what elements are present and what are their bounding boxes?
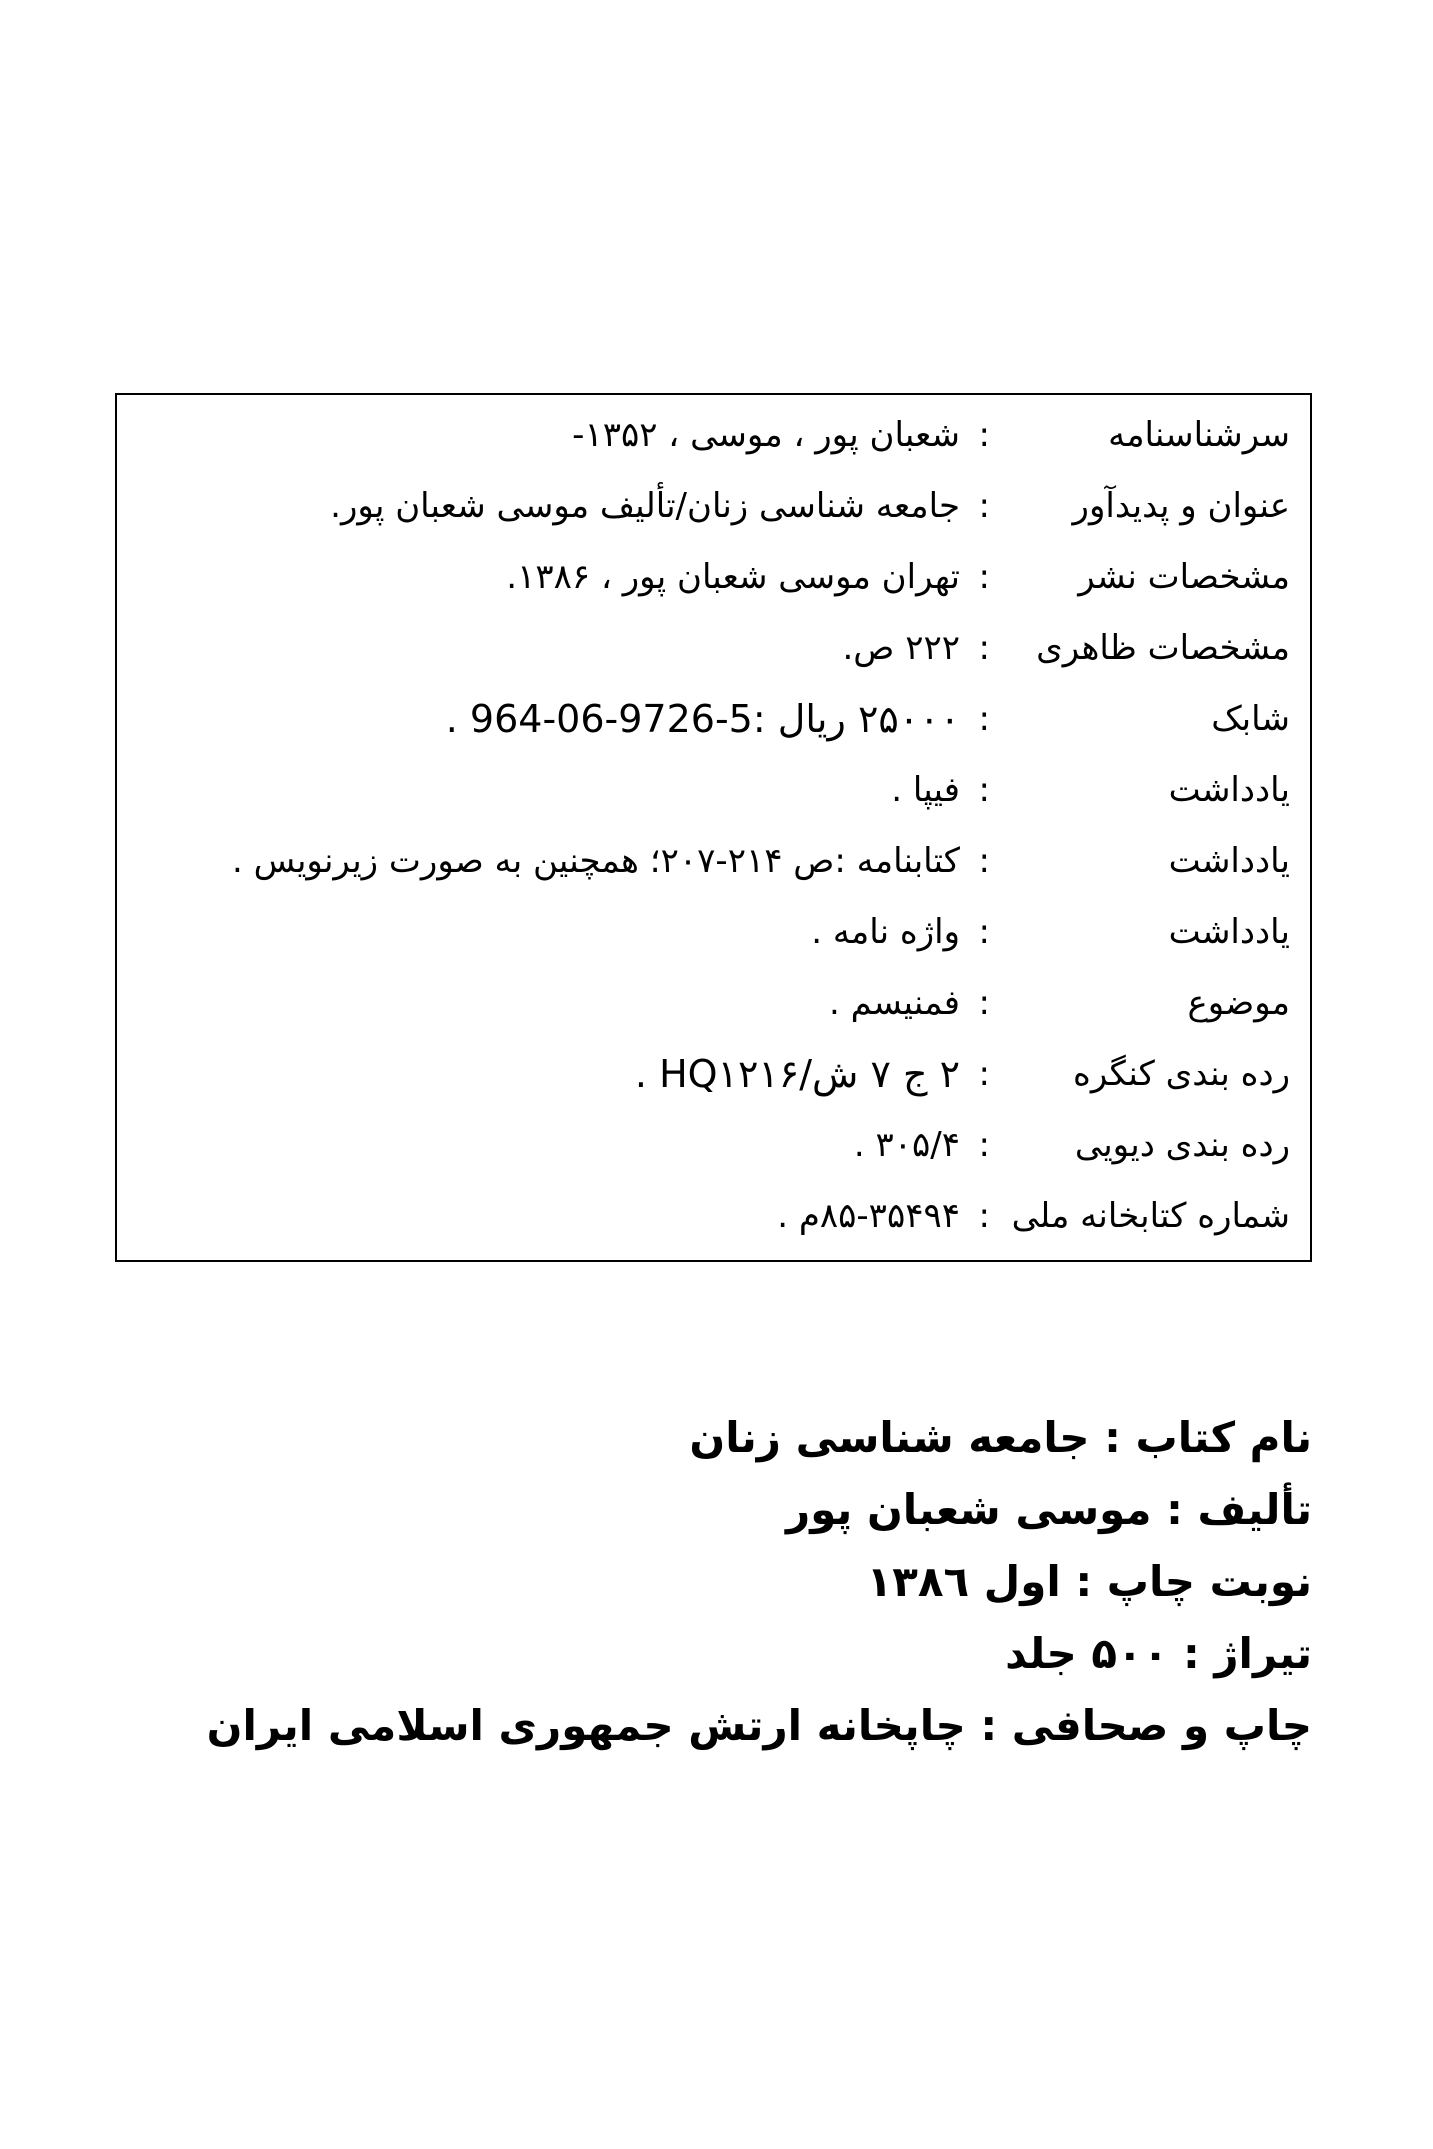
cip-value: فیپا . [891, 770, 960, 810]
cip-colon: : [978, 1125, 990, 1165]
cip-row-lc-classification [117, 1044, 1310, 1104]
cip-row-note-3 [117, 902, 1310, 962]
cip-row-subject [117, 973, 1310, 1033]
cip-label: عنوان و پدیدآور [1072, 486, 1290, 526]
cip-colon: : [978, 557, 990, 597]
cip-value: شعبان پور ، موسی ، ۱۳۵۲- [572, 415, 960, 455]
cip-value: تهران موسی شعبان پور ، ۱۳۸۶. [506, 557, 960, 597]
cip-label: یادداشت [1168, 841, 1290, 881]
cip-colon: : [978, 699, 990, 739]
cip-row-note-2 [117, 831, 1310, 891]
cip-row-national-library-number [117, 1186, 1310, 1246]
colophon-book-title: نام کتاب : جامعه شناسی زنان [689, 1413, 1312, 1462]
cip-value: ۲ ج ۷ ش/HQ۱۲۱۶ . [634, 1052, 960, 1096]
cip-label: مشخصات نشر [1078, 557, 1290, 597]
colophon-edition: نوبت چاپ : اول ۱۳۸٦ [866, 1557, 1312, 1606]
cip-colon: : [978, 912, 990, 952]
cip-row-publication [117, 547, 1310, 607]
cip-row-note-1 [117, 760, 1310, 820]
colophon-print-run: تیراژ : ۵۰۰ جلد [1005, 1629, 1312, 1678]
cip-value: ۲۲۲ ص. [842, 628, 960, 668]
cip-colon: : [978, 415, 990, 455]
cip-value: ۸۵-۳۵۴۹۴م . [777, 1196, 960, 1236]
cip-label: سرشناسنامه [1108, 415, 1290, 455]
cip-row-isbn [117, 689, 1310, 749]
cip-colon: : [978, 486, 990, 526]
cip-value: واژه نامه . [811, 912, 960, 952]
cip-value: فمنیسم . [828, 983, 960, 1023]
cip-row-physical-description [117, 618, 1310, 678]
cip-label: رده بندی کنگره [1073, 1054, 1290, 1094]
cip-colon: : [978, 841, 990, 881]
cip-row-dewey-classification [117, 1115, 1310, 1175]
cip-colon: : [978, 983, 990, 1023]
cip-label: مشخصات ظاهری [1036, 628, 1290, 668]
cip-value: کتابنامه :ص ۲۱۴-۲۰۷؛ همچنین به صورت زیرنویس . [231, 841, 960, 881]
cip-colon: : [978, 628, 990, 668]
cip-label: موضوع [1187, 983, 1290, 1023]
cip-value: ۳۰۵/۴ . [853, 1125, 960, 1165]
cip-value: ۲۵۰۰۰ ریال :5-9726-06-964 . [445, 697, 960, 741]
cataloging-in-publication-box [115, 393, 1312, 1262]
cip-colon: : [978, 770, 990, 810]
cip-label: شابک [1211, 699, 1290, 739]
colophon-printer: چاپ و صحافی : چاپخانه ارتش جمهوری اسلامی ایران [206, 1701, 1312, 1750]
cip-colon: : [978, 1196, 990, 1236]
cip-colon: : [978, 1054, 990, 1094]
cip-label: یادداشت [1168, 912, 1290, 952]
colophon-author: تألیف : موسی شعبان پور [786, 1485, 1312, 1534]
cip-label: شماره کتابخانه ملی [1011, 1196, 1290, 1236]
cip-row-title-author [117, 476, 1310, 536]
cip-row-main-entry [117, 405, 1310, 465]
cip-value: جامعه شناسی زنان/تألیف موسی شعبان پور. [330, 486, 960, 526]
cip-label: رده بندی دیویی [1074, 1125, 1290, 1165]
cip-label: یادداشت [1168, 770, 1290, 810]
